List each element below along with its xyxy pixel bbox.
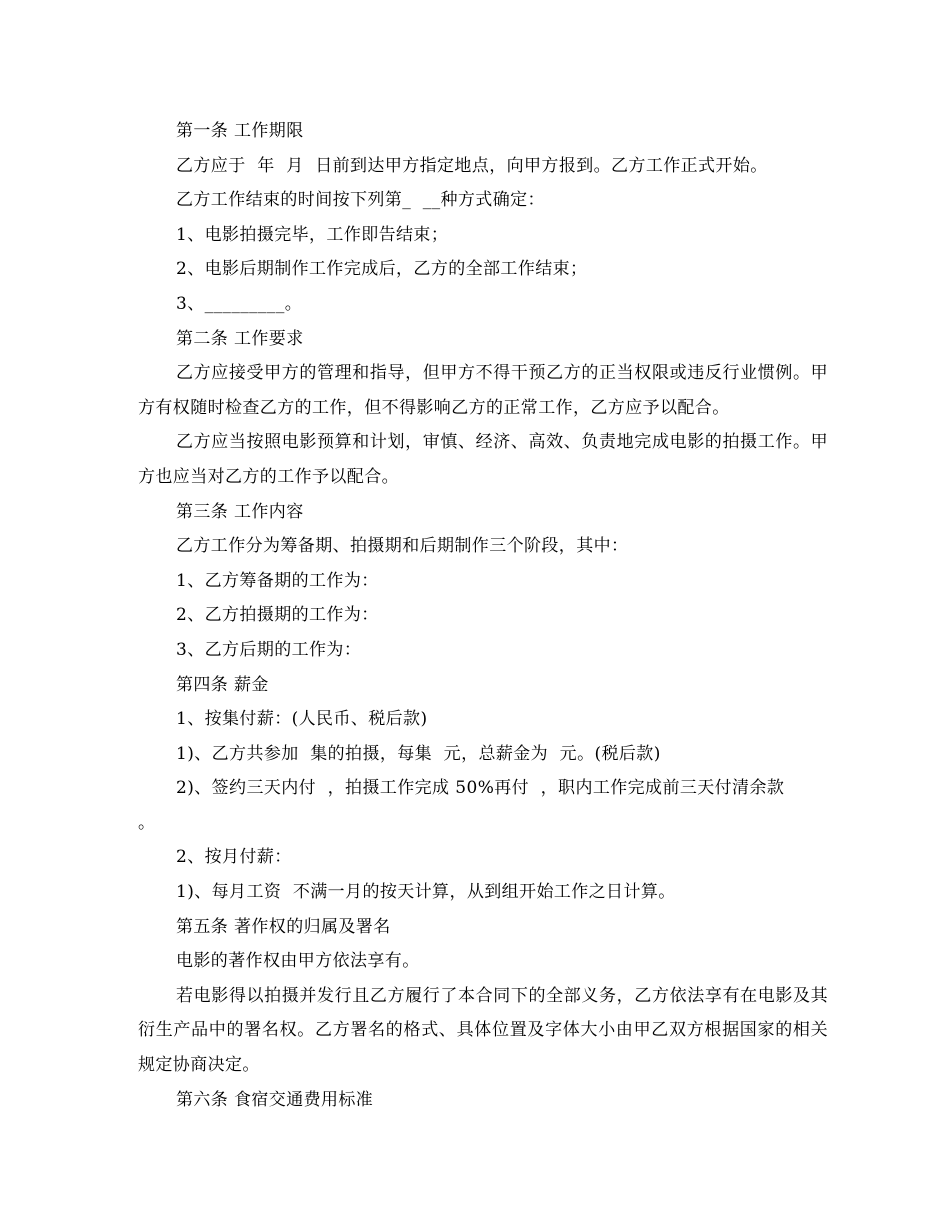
article-2-paragraph-1: 乙方应接受甲方的管理和指导，但甲方不得干预乙方的正当权限或违反行业惯例。甲方有权随时检查乙方的工作，但不得影响乙方的正常工作，乙方应予以配合。 [138,363,828,418]
article-3-heading: 第三条 工作内容 [176,501,304,522]
article-1-item-2: 2、电影后期制作工作完成后，乙方的全部工作结束； [176,259,588,280]
article-1-item-3: 3、_________。 [176,293,303,314]
article-4-subitem-1: 1)、乙方共参加 集的拍摄，每集 元，总薪金为 元。(税后款) [176,743,661,764]
article-3-item-1: 1、乙方筹备期的工作为： [176,570,379,591]
article-3-paragraph-1: 乙方工作分为筹备期、拍摄期和后期制作三个阶段，其中： [176,536,629,557]
article-4-subitem-3: 1)、每月工资 不满一月的按天计算，从到组开始工作之日计算。 [176,882,676,903]
article-4-heading: 第四条 薪金 [176,674,269,695]
contract-body [138,114,828,1117]
article-4-item-2: 2、按月付薪： [176,847,292,868]
article-3-item-3: 3、乙方后期的工作为： [176,639,362,660]
article-4-item-1: 1、按集付薪：(人民币、税后款) [176,709,428,730]
article-3-item-2: 2、乙方拍摄期的工作为： [176,605,379,626]
article-1-item-1: 1、电影拍摄完毕，工作即告结束； [176,224,449,245]
article-6-heading: 第六条 食宿交通费用标准 [176,1089,374,1110]
article-2-heading: 第二条 工作要求 [176,328,304,349]
article-4-subitem-2-end: 。 [138,812,156,833]
article-1-paragraph-1: 乙方应于 年 月 日前到达甲方指定地点，向甲方报到。乙方工作正式开始。 [176,155,768,176]
article-1-paragraph-2: 乙方工作结束的时间按下列第_ __种方式确定： [176,190,545,211]
article-1-heading: 第一条 工作期限 [176,121,304,141]
article-5-paragraph-1: 电影的著作权由甲方依法享有。 [176,951,420,972]
article-5-paragraph-2: 若电影得以拍摄并发行且乙方履行了本合同下的全部义务，乙方依法享有在电影及其衍生产品中的署名权。乙方署名的格式、具体位置及字体大小由甲乙双方根据国家的相关规定协商决定。 [138,985,828,1076]
article-5-heading: 第五条 著作权的归属及署名 [176,916,391,937]
article-2-paragraph-2: 乙方应当按照电影预算和计划，审慎、经济、高效、负责地完成电影的拍摄工作。甲方也应当对乙方的工作予以配合。 [138,432,828,487]
article-4-subitem-2: 2)、签约三天内付 ，拍摄工作完成 50%再付 ，职内工作完成前三天付清余款 [176,778,785,799]
